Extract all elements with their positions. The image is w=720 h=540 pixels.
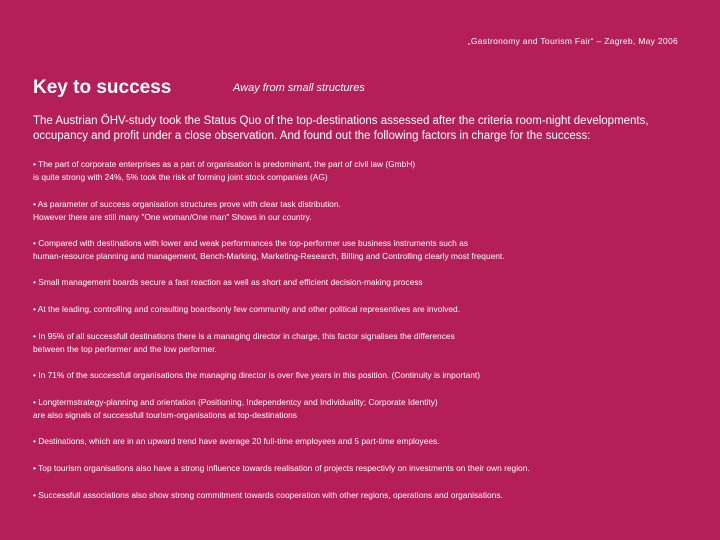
success-factor-item: • In 95% of all successfull destinations there is a managing director in charge, this factor signalises the differences between the top performer and the low performer. [33,331,455,354]
intro-paragraph: The Austrian ÖHV-study took the Status Quo of the top-destinations assessed after the criteria room-night developments, occupancy and profit under a close observation. And found out the following factors in charge for the success: [33,115,649,142]
slide-title: Key to success [33,77,172,98]
success-factor-item: • Successfull associations also show strong commitment towards cooperation with other regions, operations and organisations. [33,490,503,500]
success-factor-item: • In 71% of the successfull organisations the managing director is over five years in this position. (Continuity is important) [33,370,481,380]
success-factor-item: • The part of corporate enterprises as a part of organisation is predominant, the part of civil law (GmbH) is quite strong with 24%, 5% took the risk of forming joint stock companies (AG) [33,159,416,182]
success-factor-item: • Compared with destinations with lower and weak performances the top-performer use business instruments such as human-resource planning and management, Bench-Marking, Marketing-Research, Billing and Controlling clearly most frequent. [33,238,505,261]
slide-subtitle: Away from small structures [233,82,365,94]
success-factor-item: • Longtermstrategy-planning and orientation (Positioning, Independentcy and Individuality; Corporate Identity) are also signals of successfull tourism-organisations at top-destinations [33,397,438,420]
success-factor-item: • At the leading, controlling and consulting boardsonly few community and other political representives are involved. [33,304,461,314]
header-caption: „Gastronomy and Tourism Fair“ – Zagreb, May 2006 [467,36,678,46]
success-factor-item: • As parameter of success organisation structures prove with clear task distribution. However there are still many "One woman/One man" Shows in our country. [33,199,341,222]
success-factor-item: • Destinations, which are in an upward trend have average 20 full-time employees and 5 part-time employees. [33,436,440,446]
success-factor-item: • Top tourism organisations also have a strong influence towards realisation of projects respectivly on investments on their own region. [33,463,530,473]
success-factor-item: • Small management boards secure a fast reaction as well as short and efficient decision-making process [33,277,423,287]
